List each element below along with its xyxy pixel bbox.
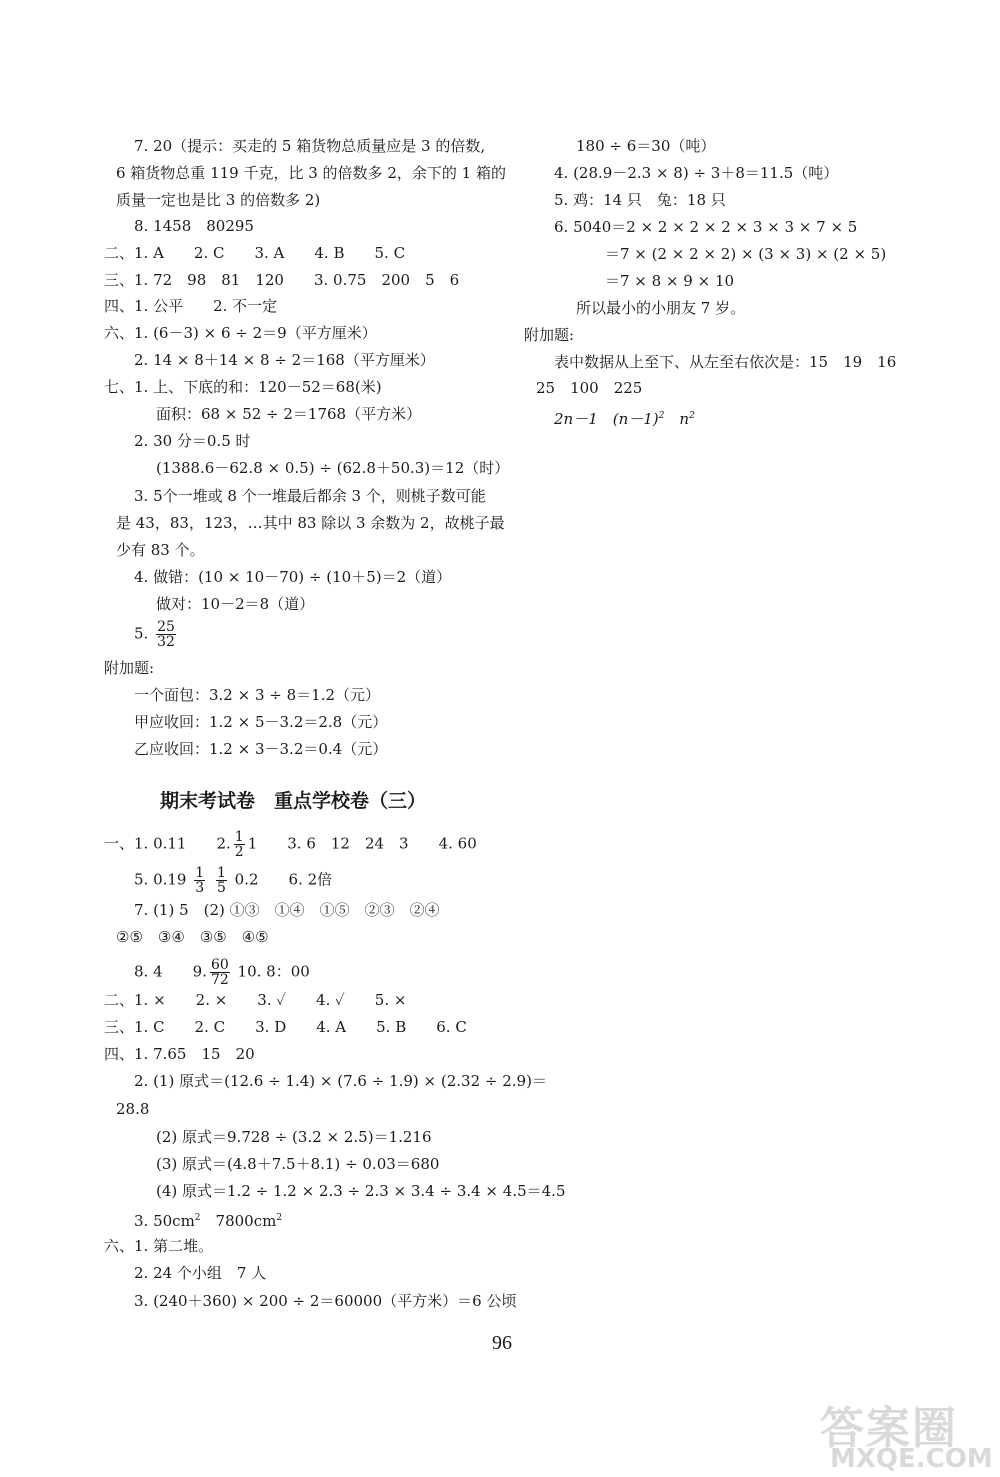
fraction: $\frac{60}{72}$ <box>210 957 229 988</box>
answer-line: 二、1. A 2. C 3. A 4. B 5. C <box>104 244 406 262</box>
answer-line: 六、1. 第二堆。 <box>104 1237 214 1255</box>
answer-line: 180 ÷ 6＝30（吨） <box>576 137 716 155</box>
answer-line: 2. (1) 原式＝(12.6 ÷ 1.4) × (7.6 ÷ 1.9) × (2.32 ÷ 2.9)＝ <box>134 1072 547 1090</box>
answer-line: (3) 原式＝(4.8＋7.5＋8.1) ÷ 0.03＝680 <box>156 1155 440 1173</box>
watermark-logo <box>820 1392 993 1474</box>
section-heading: 附加题: <box>524 326 575 344</box>
answer-line: 三、1. 72 98 81 120 3. 0.75 200 5 6 <box>104 271 460 289</box>
answer-line: 6. 5040＝2 × 2 × 2 × 2 × 3 × 3 × 7 × 5 <box>554 218 858 236</box>
answer-line: 表中数据从上至下、从左至右依次是：15 19 16 <box>554 353 897 371</box>
answer-line: 做对：10－2＝8（道） <box>156 595 315 613</box>
answer-line: 5. 鸡：14 只 兔：18 只 <box>554 191 726 209</box>
answer-line: ②⑤ ③④ ③⑤ ④⑤ <box>116 928 269 946</box>
answer-line: (1388.6－62.8 × 0.5) ÷ (62.8＋50.3)＝12（时） <box>156 459 510 477</box>
answer-line: 六、1. (6－3) × 6 ÷ 2＝9（平方厘米） <box>104 324 377 342</box>
answer-line: 七、1. 上、下底的和：120－52＝68(米) <box>104 378 382 396</box>
answer-line: ＝7 × (2 × 2 × 2) × (3 × 3) × (2 × 5) <box>605 245 887 263</box>
answer-line: 25 100 225 <box>536 379 643 397</box>
answer-line: ＝7 × 8 × 9 × 10 <box>605 272 735 290</box>
answer-line: 6 箱货物总重 119 千克，比 3 的倍数多 2，余下的 1 箱的 <box>116 164 506 182</box>
answer-line: 7. (1) 5 (2) ①③ ①④ ①⑤ ②③ ②④ <box>134 901 440 919</box>
watermark-url: MXQE.COM <box>830 1444 993 1474</box>
fraction: $\frac{25}{32}$ <box>157 619 175 650</box>
answer-line-fraction: 5. 0.19 $\frac{1}{3}$ $\frac{1}{5}$ 0.2 6. 2倍 <box>134 865 333 896</box>
section-heading: 附加题: <box>104 659 155 677</box>
answer-line: 4. 做错：(10 × 10－70) ÷ (10＋5)＝2（道） <box>134 568 452 586</box>
answer-line: 4. (28.9－2.3 × 8) ÷ 3＋8＝11.5（吨） <box>554 164 839 182</box>
answer-line-fraction: 一、1. 0.11 2. $\frac{1}{2}$ 1 3. 6 12 24 3 4. 60 <box>104 829 477 860</box>
answer-line: 是 43，83，123，…其中 83 除以 3 余数为 2，故桃子最 <box>116 514 505 532</box>
answer-line: 3. $50cm^2$ $7800cm^2$ <box>134 1212 283 1230</box>
watermark-text: 答案圈 <box>820 1403 958 1454</box>
answer-line: 质量一定也是比 3 的倍数多 2) <box>116 191 321 209</box>
answer-line: 所以最小的小朋友 7 岁。 <box>576 299 746 317</box>
answer-line: 2. 14 × 8＋14 × 8 ÷ 2＝168（平方厘米） <box>134 351 435 369</box>
answer-line: 少有 83 个。 <box>116 541 205 559</box>
answer-line: 7. 20（提示：买走的 5 箱货物总质量应是 3 的倍数, <box>134 137 486 155</box>
answer-line: 2. 24 个小组 7 人 <box>134 1264 267 1282</box>
answer-line: 二、1. × 2. × 3. ✓ 4. ✓ 5. × <box>104 991 407 1009</box>
answer-line: 3. (240＋360) × 200 ÷ 2＝60000（平方米）＝6 公顷 <box>134 1292 517 1310</box>
answer-line: 面积：68 × 52 ÷ 2＝1768（平方米） <box>156 405 422 423</box>
page-number: 96 <box>492 1332 512 1354</box>
answer-line-fraction: 8. 4 9. $\frac{60}{72}$ 10. 8：00 <box>134 957 310 988</box>
answer-line: 2. 30 分＝0.5 时 <box>134 432 251 450</box>
answer-line: 四、1. 7.65 15 20 <box>104 1045 255 1063</box>
answer-line: 8. 1458 80295 <box>134 217 254 235</box>
answer-line: 四、1. 公平 2. 不一定 <box>104 297 278 315</box>
answer-line: 28.8 <box>116 1100 150 1118</box>
answer-line: 2n－1 $(n-1)^2$ $n^2$ <box>554 410 695 428</box>
answer-line-fraction: 5. $\frac{25}{32}$ <box>134 619 175 650</box>
section-title: 期末考试卷 重点学校卷（三） <box>160 790 427 812</box>
answer-line: (2) 原式＝9.728 ÷ (3.2 × 2.5)＝1.216 <box>156 1128 432 1146</box>
answer-line: 一个面包：3.2 × 3 ÷ 8＝1.2（元） <box>134 686 381 704</box>
answer-line: (4) 原式＝1.2 ÷ 1.2 × 2.3 ÷ 2.3 × 3.4 ÷ 3.4 × 4.5＝4.5 <box>156 1182 566 1200</box>
fraction: $\frac{1}{2}$ <box>234 829 244 860</box>
answer-line: 乙应收回：1.2 × 3－3.2＝0.4（元） <box>134 740 388 758</box>
fraction: $\frac{1}{5}$ <box>216 865 226 896</box>
answer-line: 三、1. C 2. C 3. D 4. A 5. B 6. C <box>104 1018 467 1036</box>
fraction: $\frac{1}{3}$ <box>195 865 205 896</box>
answer-line: 3. 5个一堆或 8 个一堆最后都余 3 个，则桃子数可能 <box>134 487 486 505</box>
answer-line: 甲应收回：1.2 × 5－3.2＝2.8（元） <box>134 713 388 731</box>
